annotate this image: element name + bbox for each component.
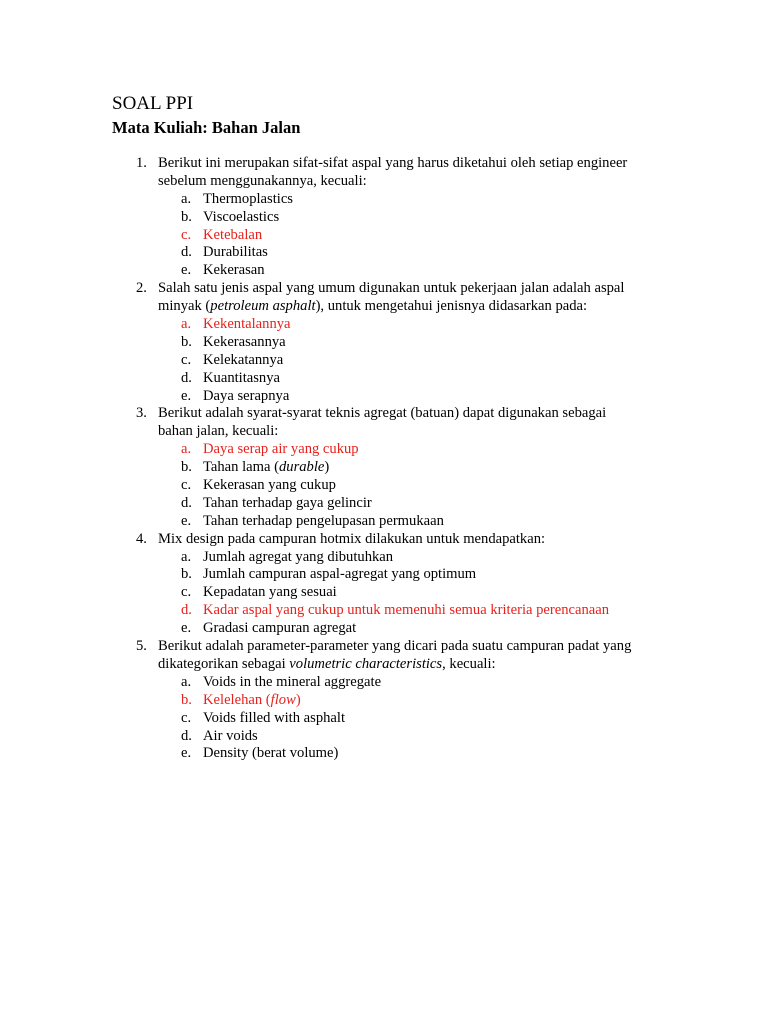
option-text [203,674,381,692]
answer-option [112,262,672,280]
question-text-segment: , kecuali: [442,655,496,672]
answer-option-correct [112,692,672,710]
question-text [158,405,606,423]
option-letter: a. [181,548,192,565]
question-line [112,423,672,441]
question-text-segment: Berikut adalah syarat-syarat teknis agregat (batuan) dapat digunakan sebagai [158,405,607,422]
option-text-segment: ) [295,691,301,708]
option-text-emphasis: durable [278,459,325,476]
question-text [158,638,631,656]
answer-option [112,370,672,388]
option-letter: e. [181,745,192,762]
answer-option [112,352,672,370]
question-text-segment: Berikut adalah parameter-parameter yang dicari pada suatu campuran padat yang [158,638,632,655]
option-text-segment: ) [324,459,330,476]
answer-option [112,513,672,531]
answer-option [112,566,672,584]
option-text-segment: Daya serapnya [203,387,290,404]
option-text-segment: Tahan lama ( [203,459,279,476]
option-letter: b. [181,459,192,476]
option-text [203,602,609,620]
option-text [203,244,268,262]
option-text [203,441,359,459]
option-text-segment: Viscoelastics [203,208,280,225]
option-text-segment: Kelelehan ( [203,691,271,708]
option-text [203,566,476,584]
question-line [112,638,672,656]
option-text [203,227,262,245]
option-text [203,352,283,370]
option-letter: d. [181,602,192,619]
option-text [203,584,337,602]
option-text-segment: Ketebalan [203,226,263,243]
option-letter: c. [181,584,192,601]
option-text [203,620,356,638]
option-text-segment: Jumlah agregat yang dibutuhkan [203,548,394,565]
page-title: SOAL PPI [112,93,194,114]
question-text-segment: Salah satu jenis aspal yang umum digunakan untuk pekerjaan jalan adalah aspal [158,280,625,297]
option-text-segment: Kekerasannya [203,333,286,350]
option-text [203,728,258,746]
question-text-segment: dikategorikan sebagai [158,655,290,672]
question-text [158,531,545,549]
option-text-segment: Durabilitas [203,244,268,261]
option-text [203,513,444,531]
option-text-segment: Density (berat volume) [203,745,339,762]
question-number: 3. [136,405,147,422]
answer-option [112,334,672,352]
question-text-emphasis: petroleum asphalt [210,298,316,315]
question-text [158,280,624,298]
option-letter: e. [181,387,192,404]
option-text-segment: Kuantitasnya [203,369,281,386]
answer-option [112,477,672,495]
question-item [112,280,672,405]
question-text-segment: ), untuk mengetahui jenisnya didasarkan pada: [315,298,588,315]
option-text [203,262,265,280]
question-text [158,423,278,441]
option-letter: c. [181,709,192,726]
option-text [203,370,280,388]
question-line [112,656,672,674]
answer-option-correct [112,316,672,334]
question-number: 1. [136,155,147,171]
option-letter: c. [181,477,192,494]
answer-option [112,209,672,227]
option-text-segment: Tahan terhadap gaya gelincir [203,494,372,511]
option-text-segment: Daya serap air yang cukup [203,441,359,458]
answer-option [112,745,672,763]
option-text-emphasis: flow [270,691,296,708]
option-text-segment: Gradasi campuran agregat [203,620,357,637]
question-item [112,155,672,280]
question-number: 4. [136,530,147,547]
question-line [112,298,672,316]
question-line [112,173,672,191]
option-text-segment: Kekerasan yang cukup [203,477,336,494]
option-text-segment: Kadar aspal yang cukup untuk memenuhi semua kriteria perencanaan [203,602,610,619]
option-text-segment: Air voids [203,727,258,744]
question-line [112,405,672,423]
question-item [112,405,672,530]
course-subtitle: Mata Kuliah: Bahan Jalan [112,118,301,137]
option-text [203,477,336,495]
answer-option [112,584,672,602]
answer-option [112,459,672,477]
option-text [203,692,301,710]
option-text [203,388,289,406]
option-letter: d. [181,369,192,386]
answer-option-correct [112,602,672,620]
question-text [158,173,367,191]
answer-option [112,191,672,209]
question-number: 2. [136,280,147,297]
question-line [112,280,672,298]
option-letter: b. [181,691,192,708]
option-text-segment: Voids in the mineral aggregate [203,673,382,690]
option-text [203,316,291,334]
option-letter: d. [181,244,192,261]
answer-option [112,728,672,746]
option-text-segment: Kekerasan [203,262,265,279]
option-letter: d. [181,494,192,511]
option-letter: d. [181,727,192,744]
option-letter: c. [181,351,192,368]
question-text-segment: minyak ( [158,298,211,315]
option-text [203,191,293,209]
question-line [112,155,672,173]
question-text-segment: sebelum menggunakannya, kecuali: [158,172,367,189]
option-letter: e. [181,262,192,279]
question-text-segment: Berikut ini merupakan sifat-sifat aspal yang harus diketahui oleh setiap engineer [158,155,628,171]
option-letter: b. [181,208,192,225]
option-text [203,745,338,763]
answer-option-correct [112,441,672,459]
question-list [112,155,672,763]
answer-option [112,495,672,513]
option-letter: a. [181,316,192,333]
question-text [158,155,627,173]
option-text [203,495,372,513]
option-letter: c. [181,226,192,243]
question-item [112,638,672,763]
question-text-segment: bahan jalan, kecuali: [158,423,279,440]
option-letter: e. [181,512,192,529]
option-letter: e. [181,620,192,637]
answer-option [112,244,672,262]
question-text [158,298,587,316]
answer-option [112,674,672,692]
option-letter: b. [181,566,192,583]
option-text-segment: Tahan terhadap pengelupasan permukaan [203,512,444,529]
option-text [203,334,286,352]
question-number: 5. [136,638,147,655]
option-text [203,459,329,477]
question-item [112,531,672,638]
option-text [203,209,279,227]
option-text-segment: Voids filled with asphalt [203,709,346,726]
option-text [203,549,393,567]
option-letter: a. [181,190,192,207]
answer-option [112,710,672,728]
question-line [112,531,672,549]
question-text-emphasis: volumetric characteristics [289,655,443,672]
question-text-segment: Mix design pada campuran hotmix dilakukan untuk mendapatkan: [158,530,546,547]
option-text [203,710,345,728]
option-letter: b. [181,333,192,350]
answer-option [112,620,672,638]
answer-option [112,388,672,406]
option-letter: a. [181,441,192,458]
answer-option-correct [112,227,672,245]
option-text-segment: Kekentalannya [203,316,291,333]
option-text-segment: Kelekatannya [203,351,284,368]
option-text-segment: Jumlah campuran aspal-agregat yang optimum [203,566,477,583]
option-text-segment: Kepadatan yang sesuai [203,584,337,601]
option-letter: a. [181,673,192,690]
answer-option [112,549,672,567]
option-text-segment: Thermoplastics [203,190,293,207]
question-text [158,656,496,674]
